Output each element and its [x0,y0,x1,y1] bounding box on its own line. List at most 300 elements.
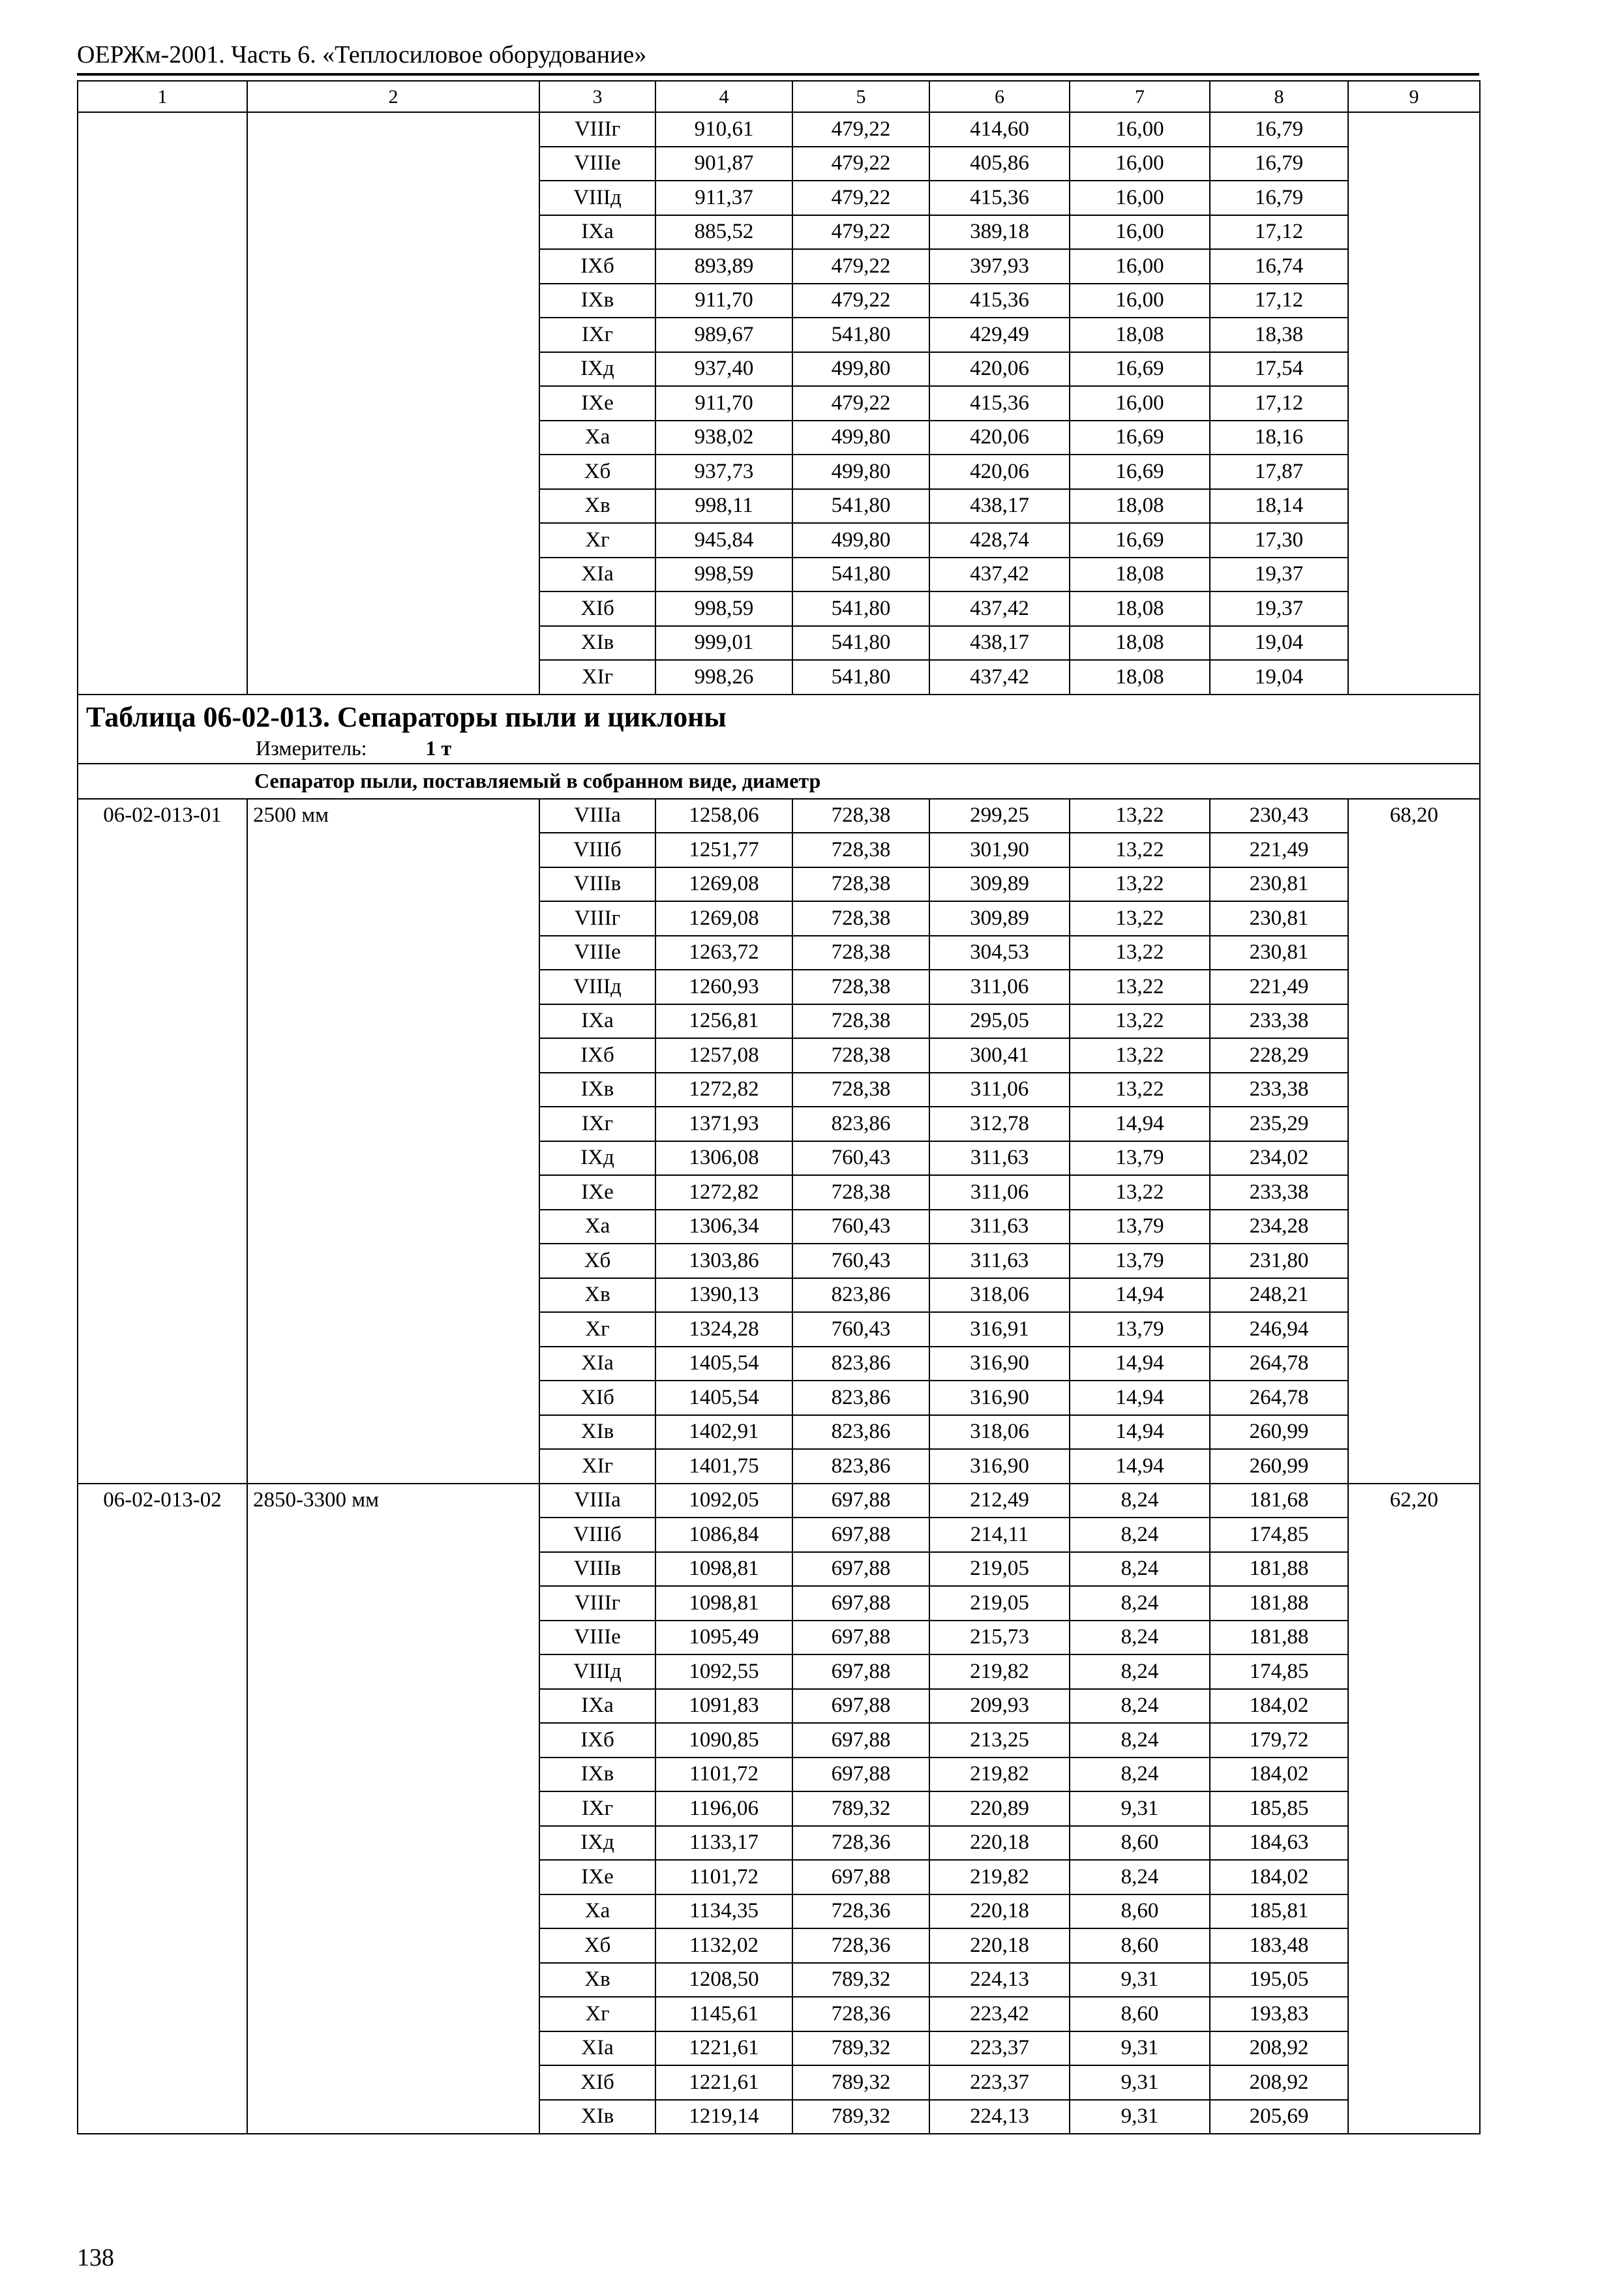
machine-cost-cell: 316,91 [929,1312,1070,1347]
materials-cost-cell: 16,79 [1210,112,1348,147]
zone-cell: Xб [539,455,655,489]
machine-cost-cell: 309,89 [929,901,1070,936]
machinist-wages-cell: 16,00 [1070,215,1210,250]
zone-cell: IXд [539,352,655,387]
total-cost-cell: 937,40 [655,352,792,387]
wages-cell: 823,86 [792,1449,929,1484]
materials-cost-cell: 230,81 [1210,867,1348,902]
machinist-wages-cell: 13,22 [1070,1073,1210,1107]
machine-cost-cell: 301,90 [929,833,1070,867]
total-cost-cell: 1260,93 [655,970,792,1004]
wages-cell: 789,32 [792,1791,929,1826]
header-rule [77,73,1479,76]
machinist-wages-cell: 13,79 [1070,1210,1210,1244]
code-cell: 06-02-013-01 [78,799,247,1484]
column-number: 9 [1348,81,1480,112]
total-cost-cell: 999,01 [655,626,792,661]
machine-cost-cell: 415,36 [929,284,1070,318]
total-cost-cell: 945,84 [655,523,792,558]
zone-cell: IXг [539,318,655,352]
total-cost-cell: 1402,91 [655,1415,792,1450]
total-cost-cell: 998,59 [655,591,792,626]
wages-cell: 728,36 [792,1826,929,1861]
zone-cell: XIa [539,558,655,592]
zone-cell: VIIIe [539,1621,655,1655]
unit-line [86,736,1479,760]
machinist-wages-cell: 8,24 [1070,1552,1210,1587]
zone-cell: Xa [539,1894,655,1929]
machinist-wages-cell: 9,31 [1070,2065,1210,2100]
wages-cell: 728,38 [792,1004,929,1039]
machine-cost-cell: 311,63 [929,1210,1070,1244]
materials-cost-cell: 18,14 [1210,489,1348,524]
machine-cost-cell: 311,63 [929,1244,1070,1278]
zone-cell: XIг [539,1449,655,1484]
machine-cost-cell: 223,42 [929,1997,1070,2031]
total-cost-cell: 1272,82 [655,1175,792,1210]
materials-cost-cell: 174,85 [1210,1654,1348,1689]
zone-cell: IXг [539,1107,655,1141]
materials-cost-cell: 17,54 [1210,352,1348,387]
column-number: 1 [78,81,247,112]
total-cost-cell: 1098,81 [655,1586,792,1621]
materials-cost-cell: 228,29 [1210,1038,1348,1073]
zone-cell: XIв [539,2100,655,2134]
materials-cost-cell: 19,37 [1210,591,1348,626]
machinist-wages-cell: 13,22 [1070,936,1210,970]
machinist-wages-cell: 8,24 [1070,1723,1210,1758]
total-cost-cell: 1306,34 [655,1210,792,1244]
wages-cell: 479,22 [792,284,929,318]
machine-cost-cell: 215,73 [929,1621,1070,1655]
total-cost-cell: 893,89 [655,249,792,284]
machinist-wages-cell: 18,08 [1070,489,1210,524]
zone-cell: VIIIв [539,1552,655,1587]
machinist-wages-cell: 16,69 [1070,523,1210,558]
machinist-wages-cell: 16,69 [1070,421,1210,455]
machinist-wages-cell: 8,24 [1070,1586,1210,1621]
total-cost-cell: 911,70 [655,386,792,421]
machine-cost-cell: 311,06 [929,1073,1070,1107]
machinist-wages-cell: 8,24 [1070,1654,1210,1689]
machine-cost-cell: 318,06 [929,1278,1070,1313]
zone-cell: IXб [539,1038,655,1073]
materials-cost-cell: 264,78 [1210,1347,1348,1381]
zone-cell: XIa [539,2031,655,2066]
machinist-wages-cell: 16,00 [1070,386,1210,421]
wages-cell: 760,43 [792,1244,929,1278]
total-cost-cell: 1405,54 [655,1347,792,1381]
rates-table [77,80,1481,2134]
machinist-wages-cell: 16,00 [1070,181,1210,215]
name-cell: 2500 мм [247,799,539,1484]
machine-cost-cell: 295,05 [929,1004,1070,1039]
machine-cost-cell: 304,53 [929,936,1070,970]
materials-cost-cell: 234,02 [1210,1141,1348,1176]
wages-cell: 823,86 [792,1347,929,1381]
wages-cell: 728,38 [792,1038,929,1073]
machine-cost-cell: 224,13 [929,1963,1070,1997]
machine-cost-cell: 220,89 [929,1791,1070,1826]
machine-cost-cell: 309,89 [929,867,1070,902]
total-cost-cell: 1133,17 [655,1826,792,1861]
machine-cost-cell: 311,06 [929,1175,1070,1210]
materials-cost-cell: 264,78 [1210,1381,1348,1415]
materials-cost-cell: 184,02 [1210,1860,1348,1894]
wages-cell: 479,22 [792,249,929,284]
machine-cost-cell: 219,82 [929,1860,1070,1894]
zone-cell: IXд [539,1141,655,1176]
materials-cost-cell: 230,43 [1210,799,1348,833]
machine-cost-cell: 438,17 [929,626,1070,661]
machinist-wages-cell: 8,24 [1070,1484,1210,1518]
wages-cell: 697,88 [792,1723,929,1758]
total-cost-cell: 1091,83 [655,1689,792,1724]
total-cost-cell: 1251,77 [655,833,792,867]
wages-cell: 728,38 [792,936,929,970]
materials-cost-cell: 17,12 [1210,284,1348,318]
group-title-row [78,764,1480,799]
materials-cost-cell: 248,21 [1210,1278,1348,1313]
zone-cell: IXa [539,1689,655,1724]
total-cost-cell: 1132,02 [655,1928,792,1963]
materials-cost-cell: 181,88 [1210,1552,1348,1587]
machinist-wages-cell: 13,79 [1070,1141,1210,1176]
machine-cost-cell: 405,86 [929,147,1070,181]
machinist-wages-cell: 13,22 [1070,833,1210,867]
machinist-wages-cell: 9,31 [1070,1791,1210,1826]
materials-cost-cell: 19,04 [1210,660,1348,695]
zone-cell: VIIIб [539,1518,655,1552]
zone-cell: IXв [539,1073,655,1107]
materials-cost-cell: 16,74 [1210,249,1348,284]
column-number: 4 [655,81,792,112]
machine-cost-cell: 300,41 [929,1038,1070,1073]
total-cost-cell: 910,61 [655,112,792,147]
machine-cost-cell: 316,90 [929,1381,1070,1415]
materials-cost-cell: 235,29 [1210,1107,1348,1141]
machinist-wages-cell: 8,60 [1070,1997,1210,2031]
wages-cell: 541,80 [792,318,929,352]
zone-cell: IXд [539,1826,655,1861]
machine-cost-cell: 223,37 [929,2065,1070,2100]
table-row [78,1484,1480,1518]
total-cost-cell: 1258,06 [655,799,792,833]
machine-cost-cell: 420,06 [929,455,1070,489]
zone-cell: Xб [539,1928,655,1963]
total-cost-cell: 911,37 [655,181,792,215]
materials-cost-cell: 208,92 [1210,2065,1348,2100]
zone-cell: Xв [539,1963,655,1997]
zone-cell: Xв [539,489,655,524]
wages-cell: 541,80 [792,558,929,592]
wages-cell: 789,32 [792,2100,929,2134]
machine-cost-cell: 428,74 [929,523,1070,558]
code-cell: 06-02-013-02 [78,1484,247,2134]
materials-cost-cell: 16,79 [1210,147,1348,181]
machinist-wages-cell: 16,00 [1070,249,1210,284]
materials-cost-cell: 260,99 [1210,1449,1348,1484]
materials-cost-cell: 19,37 [1210,558,1348,592]
materials-cost-cell: 233,38 [1210,1175,1348,1210]
machine-cost-cell: 429,49 [929,318,1070,352]
machine-cost-cell: 415,36 [929,181,1070,215]
zone-cell: IXб [539,1723,655,1758]
column-number: 3 [539,81,655,112]
wages-cell: 479,22 [792,112,929,147]
materials-cost-cell: 230,81 [1210,901,1348,936]
column-number: 8 [1210,81,1348,112]
column-number-row [78,81,1480,112]
column-number: 2 [247,81,539,112]
zone-cell: IXг [539,1791,655,1826]
total-cost-cell: 998,59 [655,558,792,592]
total-cost-cell: 1219,14 [655,2100,792,2134]
machinist-wages-cell: 9,31 [1070,2100,1210,2134]
machinist-wages-cell: 8,24 [1070,1518,1210,1552]
unit-label: Измеритель: [256,736,367,760]
materials-cost-cell: 193,83 [1210,1997,1348,2031]
machinist-wages-cell: 8,60 [1070,1928,1210,1963]
machine-cost-cell: 420,06 [929,352,1070,387]
machinist-wages-cell: 16,69 [1070,455,1210,489]
machinist-wages-cell: 13,79 [1070,1244,1210,1278]
wages-cell: 479,22 [792,386,929,421]
total-cost-cell: 938,02 [655,421,792,455]
machinist-wages-cell: 8,24 [1070,1758,1210,1792]
zone-cell: VIIIг [539,1586,655,1621]
zone-cell: VIIIг [539,901,655,936]
total-cost-cell: 901,87 [655,147,792,181]
machinist-wages-cell: 18,08 [1070,558,1210,592]
zone-cell: Xг [539,1997,655,2031]
table-row [78,799,1480,833]
wages-cell: 728,36 [792,1997,929,2031]
wages-cell: 728,38 [792,867,929,902]
machine-cost-cell: 437,42 [929,558,1070,592]
zone-cell: IXe [539,1860,655,1894]
materials-cost-cell: 208,92 [1210,2031,1348,2066]
total-cost-cell: 885,52 [655,215,792,250]
zone-cell: VIIIб [539,833,655,867]
machine-cost-cell: 318,06 [929,1415,1070,1450]
materials-cost-cell: 233,38 [1210,1004,1348,1039]
wages-cell: 728,38 [792,799,929,833]
materials-cost-cell: 205,69 [1210,2100,1348,2134]
wages-cell: 789,32 [792,2031,929,2066]
wages-cell: 728,36 [792,1894,929,1929]
machine-cost-cell: 316,90 [929,1449,1070,1484]
total-cost-cell: 998,11 [655,489,792,524]
code-cell [78,112,247,695]
zone-cell: XIб [539,1381,655,1415]
machinist-wages-cell: 18,08 [1070,660,1210,695]
materials-cost-cell: 246,94 [1210,1312,1348,1347]
table-title-row [78,695,1480,764]
page-header: ОЕРЖм-2001. Часть 6. «Теплосиловое оборудование» [77,41,647,68]
materials-cost-cell: 183,48 [1210,1928,1348,1963]
machinist-wages-cell: 13,22 [1070,867,1210,902]
zone-cell: Xб [539,1244,655,1278]
zone-cell: VIIIa [539,799,655,833]
zone-cell: IXв [539,1758,655,1792]
wages-cell: 728,38 [792,1073,929,1107]
mass-cell [1348,112,1480,695]
machine-cost-cell: 219,82 [929,1654,1070,1689]
materials-cost-cell: 184,02 [1210,1758,1348,1792]
wages-cell: 697,88 [792,1654,929,1689]
wages-cell: 823,86 [792,1107,929,1141]
machinist-wages-cell: 14,94 [1070,1415,1210,1450]
wages-cell: 697,88 [792,1552,929,1587]
machinist-wages-cell: 13,22 [1070,1175,1210,1210]
total-cost-cell: 1306,08 [655,1141,792,1176]
machine-cost-cell: 437,42 [929,591,1070,626]
total-cost-cell: 1221,61 [655,2031,792,2066]
wages-cell: 697,88 [792,1758,929,1792]
zone-cell: XIв [539,1415,655,1450]
materials-cost-cell: 181,88 [1210,1621,1348,1655]
wages-cell: 789,32 [792,2065,929,2100]
materials-cost-cell: 181,88 [1210,1586,1348,1621]
wages-cell: 499,80 [792,455,929,489]
wages-cell: 728,38 [792,970,929,1004]
wages-cell: 697,88 [792,1518,929,1552]
total-cost-cell: 1086,84 [655,1518,792,1552]
zone-cell: Xв [539,1278,655,1313]
machine-cost-cell: 420,06 [929,421,1070,455]
machine-cost-cell: 311,06 [929,970,1070,1004]
total-cost-cell: 989,67 [655,318,792,352]
zone-cell: VIIIe [539,147,655,181]
zone-cell: VIIIд [539,1654,655,1689]
machine-cost-cell: 219,82 [929,1758,1070,1792]
zone-cell: VIIIг [539,112,655,147]
total-cost-cell: 1101,72 [655,1758,792,1792]
materials-cost-cell: 185,85 [1210,1791,1348,1826]
machine-cost-cell: 219,05 [929,1552,1070,1587]
total-cost-cell: 1269,08 [655,901,792,936]
mass-cell: 62,20 [1348,1484,1480,2134]
materials-cost-cell: 18,16 [1210,421,1348,455]
machinist-wages-cell: 8,60 [1070,1826,1210,1861]
total-cost-cell: 1145,61 [655,1997,792,2031]
zone-cell: Xa [539,1210,655,1244]
zone-cell: XIб [539,591,655,626]
total-cost-cell: 937,73 [655,455,792,489]
wages-cell: 823,86 [792,1278,929,1313]
materials-cost-cell: 184,63 [1210,1826,1348,1861]
total-cost-cell: 1221,61 [655,2065,792,2100]
total-cost-cell: 1092,55 [655,1654,792,1689]
wages-cell: 728,38 [792,901,929,936]
machinist-wages-cell: 14,94 [1070,1347,1210,1381]
wages-cell: 499,80 [792,421,929,455]
wages-cell: 728,38 [792,833,929,867]
materials-cost-cell: 184,02 [1210,1689,1348,1724]
machinist-wages-cell: 13,22 [1070,970,1210,1004]
machine-cost-cell: 212,49 [929,1484,1070,1518]
zone-cell: XIг [539,660,655,695]
wages-cell: 479,22 [792,215,929,250]
zone-cell: IXe [539,1175,655,1210]
total-cost-cell: 1101,72 [655,1860,792,1894]
wages-cell: 823,86 [792,1381,929,1415]
machinist-wages-cell: 8,24 [1070,1621,1210,1655]
materials-cost-cell: 185,81 [1210,1894,1348,1929]
machine-cost-cell: 397,93 [929,249,1070,284]
materials-cost-cell: 221,49 [1210,970,1348,1004]
machine-cost-cell: 299,25 [929,799,1070,833]
zone-cell: VIIIд [539,181,655,215]
machine-cost-cell: 389,18 [929,215,1070,250]
zone-cell: IXв [539,284,655,318]
wages-cell: 760,43 [792,1141,929,1176]
wages-cell: 697,88 [792,1484,929,1518]
machinist-wages-cell: 14,94 [1070,1278,1210,1313]
wages-cell: 789,32 [792,1963,929,1997]
zone-cell: Xг [539,523,655,558]
total-cost-cell: 1092,05 [655,1484,792,1518]
machinist-wages-cell: 18,08 [1070,591,1210,626]
machine-cost-cell: 316,90 [929,1347,1070,1381]
materials-cost-cell: 179,72 [1210,1723,1348,1758]
wages-cell: 499,80 [792,352,929,387]
total-cost-cell: 1405,54 [655,1381,792,1415]
machinist-wages-cell: 16,00 [1070,112,1210,147]
machine-cost-cell: 213,25 [929,1723,1070,1758]
materials-cost-cell: 18,38 [1210,318,1348,352]
machine-cost-cell: 414,60 [929,112,1070,147]
machinist-wages-cell: 13,79 [1070,1312,1210,1347]
zone-cell: Xг [539,1312,655,1347]
zone-cell: XIб [539,2065,655,2100]
materials-cost-cell: 17,87 [1210,455,1348,489]
wages-cell: 728,38 [792,1175,929,1210]
machinist-wages-cell: 8,24 [1070,1689,1210,1724]
machine-cost-cell: 220,18 [929,1894,1070,1929]
materials-cost-cell: 174,85 [1210,1518,1348,1552]
wages-cell: 697,88 [792,1621,929,1655]
group-title: Сепаратор пыли, поставляемый в собранном виде, диаметр [78,764,1480,799]
total-cost-cell: 1303,86 [655,1244,792,1278]
zone-cell: XIa [539,1347,655,1381]
materials-cost-cell: 17,30 [1210,523,1348,558]
machinist-wages-cell: 16,69 [1070,352,1210,387]
wages-cell: 541,80 [792,660,929,695]
page-number: 138 [77,2244,114,2271]
wages-cell: 479,22 [792,181,929,215]
total-cost-cell: 1401,75 [655,1449,792,1484]
wages-cell: 697,88 [792,1860,929,1894]
machine-cost-cell: 311,63 [929,1141,1070,1176]
machine-cost-cell: 209,93 [929,1689,1070,1724]
machinist-wages-cell: 13,22 [1070,901,1210,936]
total-cost-cell: 1090,85 [655,1723,792,1758]
machinist-wages-cell: 16,00 [1070,284,1210,318]
machinist-wages-cell: 14,94 [1070,1107,1210,1141]
name-cell [247,112,539,695]
table-title: Таблица 06-02-013. Сепараторы пыли и циклоны [86,700,727,733]
mass-cell: 68,20 [1348,799,1480,1484]
machine-cost-cell: 437,42 [929,660,1070,695]
materials-cost-cell: 231,80 [1210,1244,1348,1278]
total-cost-cell: 1257,08 [655,1038,792,1073]
zone-cell: Xa [539,421,655,455]
wages-cell: 823,86 [792,1415,929,1450]
machinist-wages-cell: 14,94 [1070,1381,1210,1415]
machinist-wages-cell: 13,22 [1070,1004,1210,1039]
